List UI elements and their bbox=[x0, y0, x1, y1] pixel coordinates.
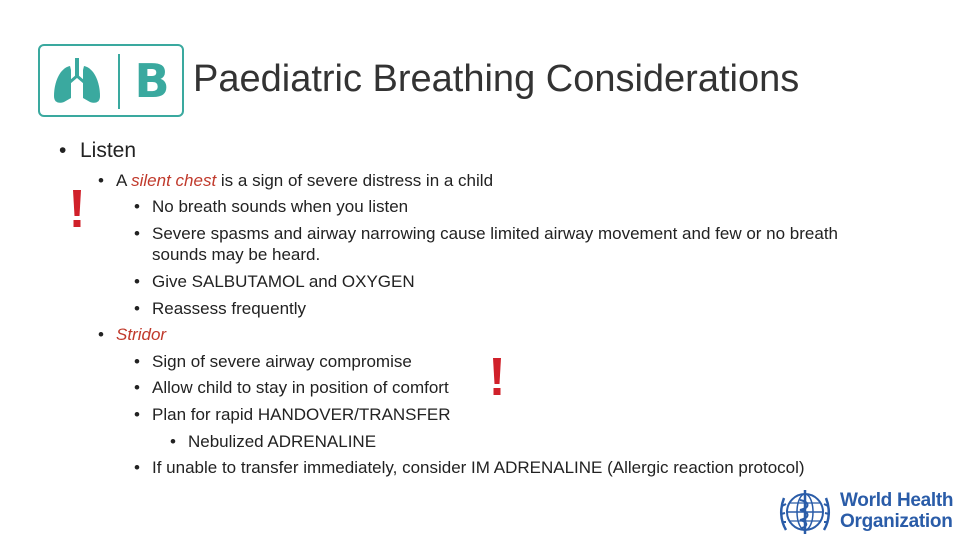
bullet: • bbox=[134, 405, 140, 424]
text: Reassess frequently bbox=[152, 299, 307, 318]
list-item bbox=[134, 271, 415, 293]
who-line2: Organization bbox=[840, 511, 953, 532]
text: is a sign of severe distress in a child bbox=[216, 171, 494, 190]
exclamation-icon bbox=[490, 356, 504, 398]
text: Allow child to stay in position of comfort bbox=[152, 378, 449, 397]
list-item bbox=[134, 196, 409, 218]
bullet: • bbox=[98, 325, 104, 344]
text: A bbox=[116, 171, 132, 190]
lungs-icon bbox=[50, 56, 104, 106]
bullet: • bbox=[134, 272, 140, 291]
bullet: • bbox=[170, 432, 176, 451]
list-item bbox=[98, 170, 494, 192]
who-line1: World Health bbox=[840, 490, 954, 511]
text: Plan for rapid HANDOVER/TRANSFER bbox=[152, 405, 451, 424]
list-item bbox=[134, 298, 307, 320]
list-item bbox=[170, 431, 377, 453]
exclamation-icon bbox=[70, 188, 84, 230]
logo-divider bbox=[118, 54, 120, 109]
logo-letter: B bbox=[134, 54, 170, 108]
list-item bbox=[134, 223, 838, 245]
list-item bbox=[134, 351, 412, 373]
who-emblem-icon bbox=[776, 486, 834, 538]
list-item-continuation bbox=[152, 244, 320, 266]
bullet: • bbox=[134, 299, 140, 318]
list-item bbox=[134, 377, 449, 399]
bullet: • bbox=[98, 171, 104, 190]
bullet: • bbox=[134, 352, 140, 371]
who-wordmark bbox=[840, 490, 952, 532]
bullet: • bbox=[134, 197, 140, 216]
text: Severe spasms and airway narrowing cause limited airway movement and few or no breath bbox=[152, 224, 838, 243]
text: No breath sounds when you listen bbox=[152, 197, 409, 216]
bullet: • bbox=[134, 224, 140, 243]
bullet: • bbox=[134, 458, 140, 477]
text: If unable to transfer immediately, consider IM ADRENALINE (Allergic reaction protocol) bbox=[152, 458, 805, 477]
bullet: • bbox=[59, 139, 67, 162]
list-item bbox=[134, 457, 805, 479]
listen-label: Listen bbox=[80, 139, 137, 162]
text: sounds may be heard. bbox=[152, 245, 321, 264]
bullet: • bbox=[134, 378, 140, 397]
list-item bbox=[134, 404, 451, 426]
text: Nebulized ADRENALINE bbox=[188, 432, 377, 451]
emphasis-text: Stridor bbox=[116, 325, 167, 344]
text: Give SALBUTAMOL and OXYGEN bbox=[152, 272, 415, 291]
text: Sign of severe airway compromise bbox=[152, 352, 412, 371]
page-title: Paediatric Breathing Considerations bbox=[193, 58, 800, 100]
list-item bbox=[98, 324, 167, 346]
emphasis-text: silent chest bbox=[131, 171, 217, 190]
list-item bbox=[59, 138, 137, 164]
who-logo bbox=[776, 486, 952, 538]
section-logo bbox=[38, 44, 184, 117]
